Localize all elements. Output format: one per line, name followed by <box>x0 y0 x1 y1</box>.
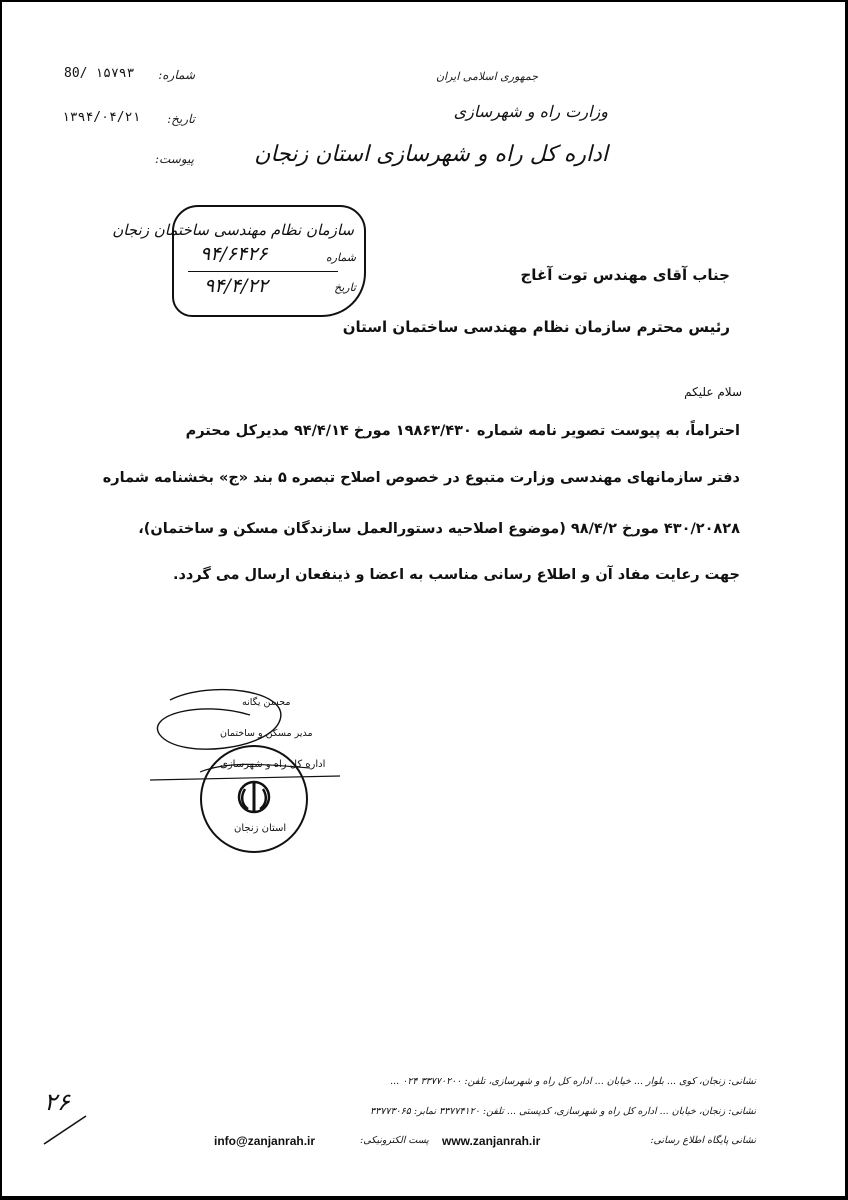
directorate-name: اداره کل راه و شهرسازی استان زنجان <box>254 142 608 167</box>
footer-website-link[interactable]: www.zanjanrah.ir <box>442 1134 541 1148</box>
letter-date: ۱۳۹۴/۰۴/۲۱ <box>62 110 141 125</box>
footer-line-1: نشانی: زنجان، کوی ... بلوار ... خیابان ... اداره کل راه و شهرسازی، تلفن: ۳۳۷۷۰۲۰۰ ۰۲۴ ... <box>390 1076 756 1087</box>
iran-emblem-icon <box>234 777 274 817</box>
stamp-date: ۹۴/۴/۲۲ <box>204 275 268 297</box>
attachment-label: پیوست: <box>154 152 194 166</box>
body-line: دفتر سازمانهای مهندسی وزارت متبوع در خصوص اصلاح تبصره ۵ بند «ج» بخشنامه شماره <box>102 470 740 486</box>
signatory-name: محسن یگانه <box>242 697 291 708</box>
ministry-name: وزارت راه و شهرسازی <box>453 102 608 121</box>
scan-edge-bottom <box>0 1196 848 1200</box>
stamp-number-label: شماره <box>325 251 356 264</box>
page-mark: ۲۶ <box>44 1088 70 1116</box>
footer-email-label: پست الکترونیکی: <box>360 1135 429 1146</box>
signatory-title: مدیر مسکن و ساختمان <box>220 728 313 739</box>
body-line: احتراماً، به پیوست تصویر نامه شماره ۱۹۸۶۳/۴۳۰ مورخ ۹۴/۴/۱۴ مدیرکل محترم <box>185 423 740 439</box>
page-mark-stroke <box>40 1110 90 1150</box>
seal-bottom-text: استان زنجان <box>234 823 287 834</box>
footer-line-2: نشانی: زنجان، خیابان ... اداره کل راه و شهرسازی، کدپستی ... تلفن: ۳۳۷۷۴۱۲۰ نمابر: ۳۳۷۷۳۰۶۵ <box>370 1106 756 1117</box>
scan-edge-top <box>0 0 848 2</box>
stamp-org: سازمان نظام مهندسی ساختمان زنجان <box>112 221 354 239</box>
body-line: جهت رعایت مفاد آن و اطلاع رسانی مناسب به اعضا و ذینفعان ارسال می گردد. <box>172 567 740 583</box>
official-seal <box>200 745 326 853</box>
stamp-divider <box>188 271 338 272</box>
recipient-title: رئیس محترم سازمان نظام مهندسی ساختمان استان <box>342 318 730 336</box>
body-line: ۴۳۰/۲۰۸۲۸ مورخ ۹۸/۴/۲ (موضوع اصلاحیه دستورالعمل سازندگان مسکن و ساختمان)، <box>138 521 740 537</box>
scan-edge-left <box>0 0 2 1200</box>
date-label: تاریخ: <box>167 112 195 126</box>
greeting: سلام علیکم <box>684 385 742 399</box>
stamp-date-label: تاریخ <box>334 281 356 294</box>
number-label: شماره: <box>158 68 195 82</box>
footer-email-link[interactable]: info@zanjanrah.ir <box>214 1134 316 1148</box>
footer-site-label: نشانی پایگاه اطلاع رسانی: <box>650 1135 756 1146</box>
letter-number: 80/ ۱۵۷۹۳ <box>64 66 135 81</box>
seal-top-text: اداره کل راه و شهرسازی <box>220 759 326 770</box>
stamp-number: ۹۴/۶۴۲۶ <box>200 243 268 265</box>
recipient-name: جناب آقای مهندس توت آغاج <box>520 266 730 284</box>
emblem-line: جمهوری اسلامی ایران <box>435 70 538 83</box>
received-stamp <box>112 205 366 317</box>
